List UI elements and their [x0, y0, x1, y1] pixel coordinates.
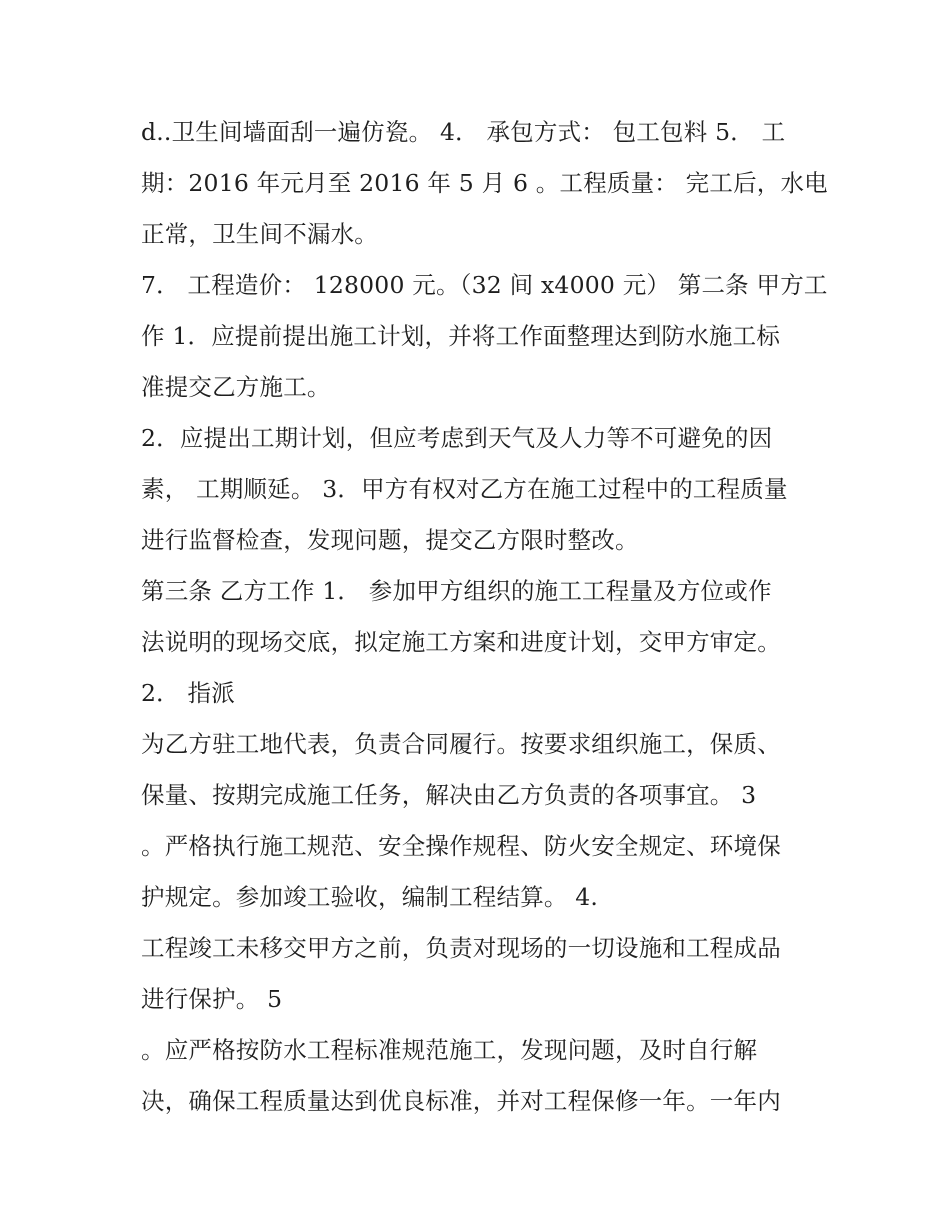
contract-body-text	[141, 107, 828, 1127]
text-line: 2． 指派	[141, 679, 235, 707]
text-line: 准提交乙方施工。	[141, 373, 331, 401]
text-line: 进行监督检查，发现问题，提交乙方限时整改。	[141, 526, 639, 554]
text-line: 决，确保工程质量达到优良标准，并对工程保修一年。一年内	[141, 1087, 781, 1115]
text-line: 。严格执行施工规范、安全操作规程、防火安全规定、环境保	[141, 832, 781, 860]
text-line: 素， 工期顺延。 3．甲方有权对乙方在施工过程中的工程质量	[141, 475, 788, 503]
text-line: 保量、按期完成施工任务，解决由乙方负责的各项事宜。 3	[141, 781, 757, 809]
text-line: 第三条 乙方工作 1． 参加甲方组织的施工工程量及方位或作	[141, 577, 772, 605]
text-line: 2．应提出工期计划，但应考虑到天气及人力等不可避免的因	[141, 424, 773, 452]
text-line: 工程竣工未移交甲方之前，负责对现场的一切设施和工程成品	[141, 934, 781, 962]
text-line: 为乙方驻工地代表，负责合同履行。按要求组织施工，保质、	[141, 730, 781, 758]
text-line: 进行保护。 5	[141, 985, 283, 1013]
text-line: 正常，卫生间不漏水。	[141, 220, 378, 248]
text-line: 法说明的现场交底，拟定施工方案和进度计划，交甲方审定。	[141, 628, 781, 656]
text-line: d..卫生间墙面刮一遍仿瓷。 4． 承包方式： 包工包料 5． 工	[141, 118, 786, 146]
text-line: 。应严格按防水工程标准规范施工，发现问题，及时自行解	[141, 1036, 758, 1064]
text-line: 期：2016 年元月至 2016 年 5 月 6 。工程质量： 完工后，水电	[141, 169, 828, 197]
text-line: 7． 工程造价： 128000 元。（32 间 x4000 元） 第二条 甲方工	[141, 271, 828, 299]
text-line: 护规定。参加竣工验收，编制工程结算。 4.	[141, 883, 599, 911]
text-line: 作 1．应提前提出施工计划，并将工作面整理达到防水施工标	[141, 322, 781, 350]
